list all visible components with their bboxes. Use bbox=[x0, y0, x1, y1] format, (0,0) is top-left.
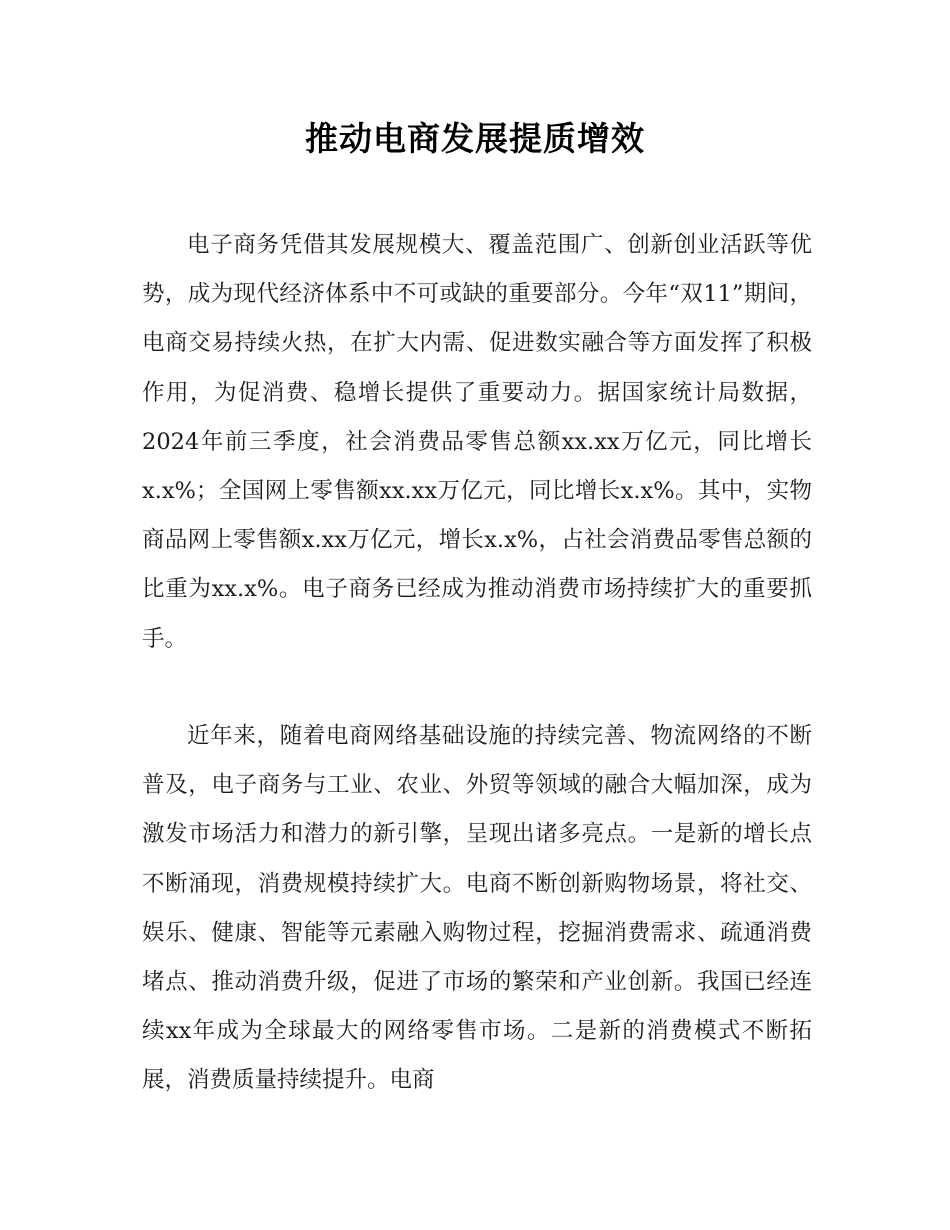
document-title: 推动电商发展提质增效 bbox=[305, 119, 645, 158]
paragraph-2: 近年来，随着电商网络基础设施的持续完善、物流网络的不断普及，电子商务与工业、农业、外贸等领域的融合大幅加深，成为激发市场活力和潜力的新引擎，呈现出诸多亮点。一是新的增长点不断涌现，消费规模持续扩大。电商不断创新购物场景，将社交、娱乐、健康、智能等元素融入购物过程，挖掘消费需求、疏通消费堵点、推动消费升级，促进了市场的繁荣和产业创新。我国已经连续xx年成为全球最大的网络零售市场。二是新的消费模式不断拓展，消费质量持续提升。电商 bbox=[142, 723, 812, 1094]
paragraph-1: 电子商务凭借其发展规模大、覆盖范围广、创新创业活跃等优势，成为现代经济体系中不可或缺的重要部分。今年“双11”期间，电商交易持续火热，在扩大内需、促进数实融合等方面发挥了积极作用，为促消费、稳增长提供了重要动力。据国家统计局数据，2024年前三季度，社会消费品零售总额xx.xx万亿元，同比增长x.x%；全国网上零售额xx.xx万亿元，同比增长x.x%。其中，实物商品网上零售额x.xx万亿元，增长x.x%，占社会消费品零售总额的比重为xx.x%。电子商务已经成为推动消费市场持续扩大的重要抓手。 bbox=[142, 232, 812, 652]
